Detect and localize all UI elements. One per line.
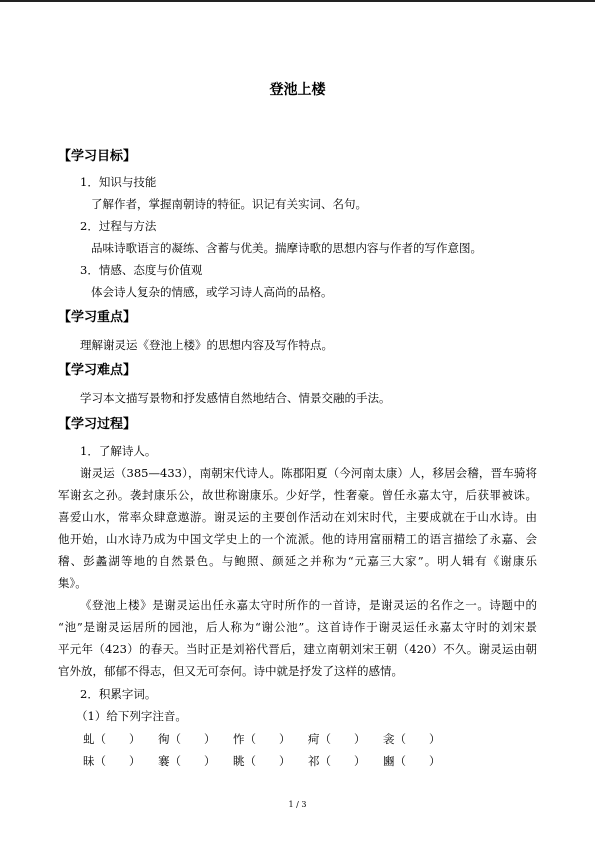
goal-label-1: 1．知识与技能	[80, 175, 157, 189]
goal-text-3: 体会诗人复杂的情感，或学习诗人高尚的品格。	[91, 285, 333, 299]
poet-bio-line: 军谢玄之孙。袭封康乐公，故世称谢康乐。少好学，性奢豪。曾任永嘉太守，后获罪被诛。	[58, 488, 537, 502]
process-step-1: 1．了解诗人。	[80, 444, 157, 458]
pinyin-blank[interactable]: 褰（ ）	[158, 754, 216, 768]
pinyin-blank[interactable]: 眺（ ）	[233, 754, 291, 768]
poem-background-line: “池”是谢灵运居所的园池，后人称为“谢公池”。这首诗作于谢灵运任永嘉太守时的刘宋景	[58, 620, 537, 634]
header-rule	[0, 0, 595, 2]
pinyin-blank[interactable]: 昧（ ）	[83, 754, 141, 768]
section-heading-goals: 【学习目标】	[58, 149, 137, 164]
pinyin-row-2	[83, 753, 458, 769]
pinyin-blank[interactable]: 豳（ ）	[383, 754, 441, 768]
poet-bio-line: 集》。	[58, 576, 87, 590]
section-heading-key-points: 【学习重点】	[58, 310, 137, 325]
poem-background-line: 平元年（423）的春天。当时正是刘裕代晋后，建立南朝刘宋王朝（420）不久。谢灵运由朝	[58, 642, 537, 656]
key-points-text: 理解谢灵运《登池上楼》的思想内容及写作特点。	[80, 338, 333, 352]
document-title: 登池上楼	[269, 82, 326, 98]
pinyin-blank[interactable]: 衾（ ）	[383, 732, 441, 746]
poet-bio-line: 喜爱山水，常率众肆意遨游。谢灵运的主要创作活动在刘宋时代，主要成就在于山水诗。由	[58, 510, 537, 524]
poem-background-line: 官外放，郁郁不得志，但又无可奈何。诗中就是抒发了这样的感情。	[58, 664, 403, 678]
poem-background-line: 《登池上楼》是谢灵运出任永嘉太守时所作的一首诗，是谢灵运的名作之一。诗题中的	[80, 598, 537, 612]
poet-bio-line: 稽、彭蠡湖等地的自然景色。与鲍照、颜延之并称为“元嘉三大家”。明人辑有《谢康乐	[58, 554, 537, 568]
pinyin-row-1	[83, 731, 458, 747]
sub-task-1: （1）给下列字注音。	[76, 709, 187, 723]
difficulties-text: 学习本文描写景物和抒发感情自然地结合、情景交融的手法。	[80, 391, 391, 405]
section-heading-difficulties: 【学习难点】	[58, 363, 137, 378]
poet-bio-line: 他开始，山水诗乃成为中国文学史上的一个流派。他的诗用富丽精工的语言描绘了永嘉、会	[58, 532, 537, 546]
page-number: 1 / 3	[288, 800, 307, 809]
pinyin-blank[interactable]: 祁（ ）	[308, 754, 366, 768]
process-step-2: 2．积累字词。	[80, 687, 157, 701]
pinyin-blank[interactable]: 虬（ ）	[83, 732, 141, 746]
pinyin-blank[interactable]: 疴（ ）	[308, 732, 366, 746]
poet-bio-line: 谢灵运（385—433），南朝宋代诗人。陈郡阳夏（今河南太康）人，移居会稽，晋车骑将	[80, 466, 537, 480]
goal-text-2: 品味诗歌语言的凝练、含蓄与优美。揣摩诗歌的思想内容与作者的写作意图。	[91, 241, 482, 255]
goal-label-3: 3．情感、态度与价值观	[80, 263, 203, 277]
goal-text-1: 了解作者，掌握南朝诗的特征。识记有关实词、名句。	[91, 197, 367, 211]
pinyin-blank[interactable]: 徇（ ）	[158, 732, 216, 746]
pinyin-blank[interactable]: 怍（ ）	[233, 732, 291, 746]
section-heading-process: 【学习过程】	[58, 417, 137, 432]
goal-label-2: 2．过程与方法	[80, 219, 157, 233]
